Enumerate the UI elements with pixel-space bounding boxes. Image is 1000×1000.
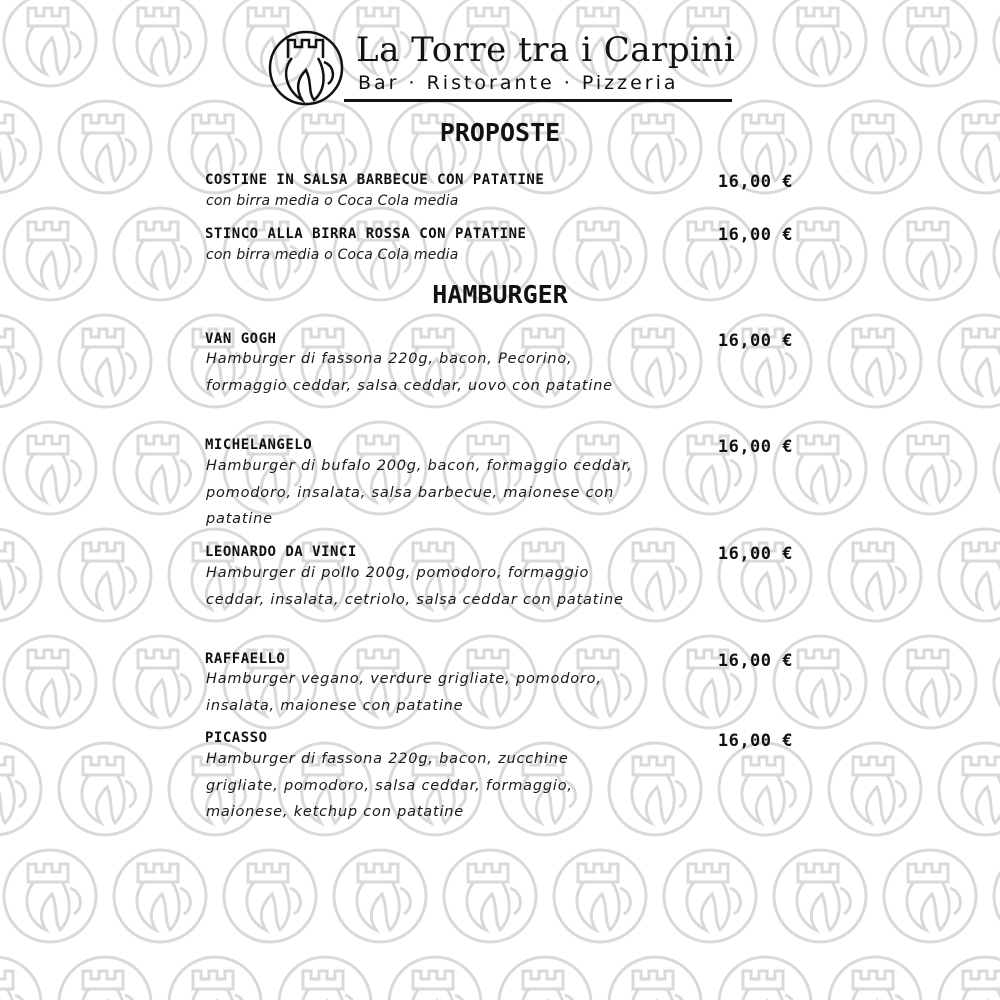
brand-name: La Torre tra i Carpini [356, 30, 736, 70]
menu-item-price: 16,00 € [717, 731, 793, 751]
menu-item-description: con birra media o Coca Cola media [206, 247, 459, 263]
menu-item-name: PICASSO [205, 730, 268, 746]
section-title-hamburger: HAMBURGER [432, 280, 568, 309]
brand-subtitle: Bar · Ristorante · Pizzeria [358, 72, 679, 94]
menu-item-description: Hamburger di pollo 200g, pomodoro, formaggio ceddar, insalata, cetriolo, salsa ceddar con patatine [206, 565, 624, 608]
menu-item-price: 16,00 € [717, 544, 793, 564]
menu-item-name: COSTINE IN SALSA BARBECUE CON PATATINE [205, 172, 545, 188]
menu-item-name: STINCO ALLA BIRRA ROSSA CON PATATINE [205, 226, 527, 242]
menu-item-description: Hamburger di bufalo 200g, bacon, formaggio ceddar, pomodoro, insalata, salsa barbecue, maionese con patatine [206, 458, 633, 528]
menu-item-price: 16,00 € [717, 437, 793, 457]
menu-item-description: Hamburger di fassona 220g, bacon, Pecorino, formaggio ceddar, salsa ceddar, uovo con patatine [206, 351, 613, 394]
menu-item-price: 16,00 € [717, 331, 793, 351]
section-title-proposte: PROPOSTE [439, 118, 561, 147]
brand-logo [266, 28, 736, 108]
menu-item-name: MICHELANGELO [205, 437, 313, 453]
menu-item-description: Hamburger vegano, verdure grigliate, pomodoro, insalata, maionese con patatine [206, 671, 602, 714]
brand-underline [344, 99, 732, 102]
menu-item-name: RAFFAELLO [205, 651, 286, 667]
menu-item-name: LEONARDO DA VINCI [205, 544, 357, 560]
menu-item-description: con birra media o Coca Cola media [206, 193, 459, 209]
menu-item-description: Hamburger di fassona 220g, bacon, zucchine grigliate, pomodoro, salsa ceddar, formaggio, maionese, ketchup con patatine [206, 751, 573, 821]
menu-item-price: 16,00 € [717, 225, 793, 245]
menu-item-name: VAN GOGH [205, 331, 277, 347]
menu-item-price: 16,00 € [717, 172, 793, 192]
tower-flame-logo-icon [266, 28, 352, 108]
menu-item-price: 16,00 € [717, 651, 793, 671]
